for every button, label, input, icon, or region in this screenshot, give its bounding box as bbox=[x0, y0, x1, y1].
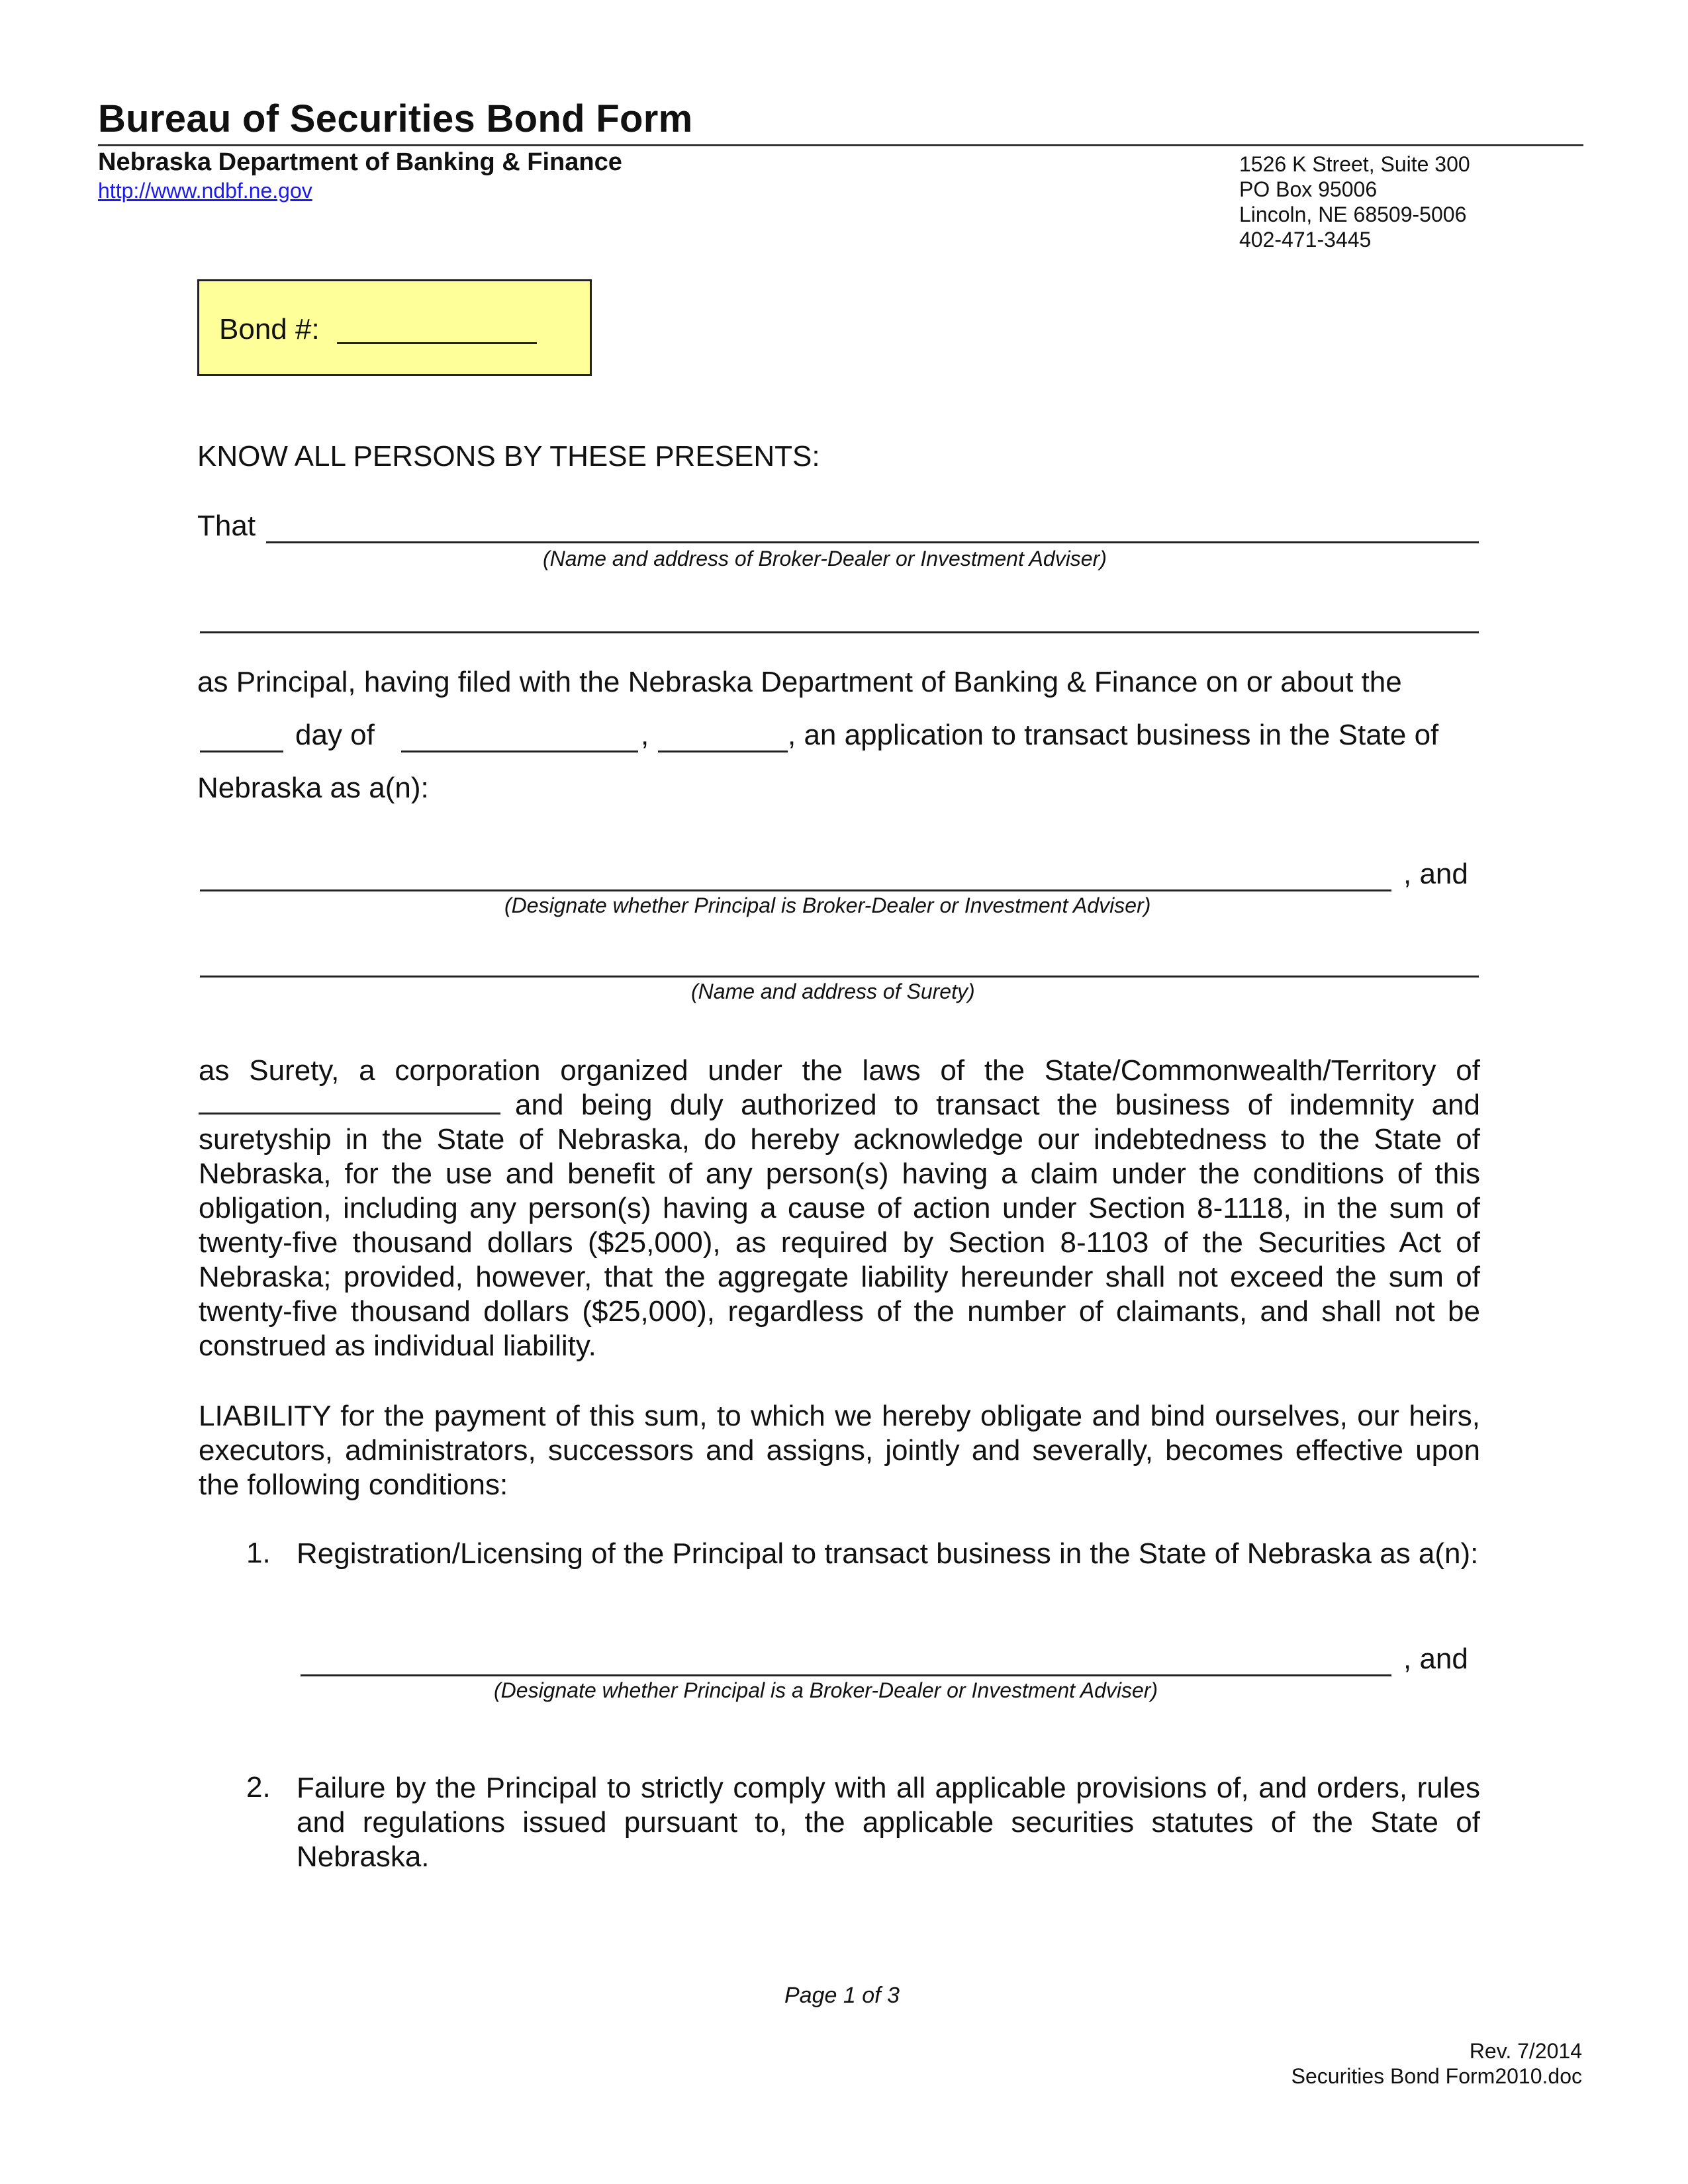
bond-number-label: Bond #: bbox=[219, 313, 320, 345]
bond-number-box bbox=[197, 279, 592, 376]
surety-paragraph-rest: and being duly authorized to transact the business of indemnity and suretyship in the State of Nebraska, do hereby acknowledge our indebtedness to the State of Nebraska, for the use and benefit of any person(s) having a claim under the conditions of this obligation, including any person(s) having a cause of action under Section 8-1118, in the sum of twenty-five thousand dollars ($25,000), as required by Section 8-1103 of the Securities Act of Nebraska; provided, however, that the aggregate liability hereunder shall not exceed the sum of twenty-five thousand dollars ($25,000), regardless of the number of claimants, and shall not be construed as individual liability. bbox=[199, 1089, 1480, 1362]
condition-text: Registration/Licensing of the Principal to transact business in the State of Nebraska as a(n): bbox=[297, 1537, 1479, 1570]
revision-info bbox=[1192, 2038, 1582, 2089]
and-text: , and bbox=[1403, 858, 1468, 890]
day-of-label: day of bbox=[295, 719, 375, 751]
condition-number: 2. bbox=[246, 1771, 271, 1803]
address-line: 1526 K Street, Suite 300 bbox=[1239, 152, 1470, 176]
filing-month-field[interactable] bbox=[401, 751, 638, 752]
principal-address-field[interactable] bbox=[200, 631, 1479, 633]
header-divider bbox=[98, 144, 1583, 146]
document-filename: Securities Bond Form2010.doc bbox=[1291, 2064, 1582, 2088]
revision-date: Rev. 7/2014 bbox=[1469, 2039, 1582, 2063]
address-line: PO Box 95006 bbox=[1239, 177, 1378, 201]
condition-principal-type-field[interactable] bbox=[301, 1674, 1391, 1676]
surety-name-field[interactable] bbox=[200, 976, 1479, 978]
filing-day-field[interactable] bbox=[200, 751, 283, 752]
page-number: Page 1 of 3 bbox=[784, 1983, 900, 2008]
that-label: That bbox=[197, 510, 256, 542]
address-line: 402-471-3445 bbox=[1239, 228, 1372, 251]
and-text: , and bbox=[1403, 1643, 1468, 1675]
address-line: Lincoln, NE 68509-5006 bbox=[1239, 203, 1467, 226]
department-address bbox=[1239, 152, 1470, 252]
principal-type-field[interactable] bbox=[200, 889, 1391, 891]
principal-type-caption: (Designate whether Principal is Broker-Dealer or Investment Adviser) bbox=[504, 893, 1151, 917]
filing-year-field[interactable] bbox=[658, 751, 788, 752]
page-title: Bureau of Securities Bond Form bbox=[98, 97, 693, 140]
as-an-label: Nebraska as a(n): bbox=[197, 772, 429, 804]
bond-number-field[interactable] bbox=[337, 342, 537, 344]
preamble: KNOW ALL PERSONS BY THESE PRESENTS: bbox=[197, 440, 820, 473]
website-link[interactable]: http://www.ndbf.ne.gov bbox=[98, 179, 312, 203]
principal-name-field[interactable] bbox=[266, 541, 1479, 543]
application-statement: , an application to transact business in the State of bbox=[788, 719, 1439, 751]
filed-statement: as Principal, having filed with the Nebraska Department of Banking & Finance on or about the bbox=[197, 666, 1402, 698]
department-name: Nebraska Department of Banking & Finance bbox=[98, 148, 622, 176]
surety-paragraph-first: as Surety, a corporation organized under the laws of the State/Commonwealth/Territory of bbox=[199, 1054, 1480, 1087]
surety-paragraph bbox=[199, 1054, 1480, 1363]
date-comma: , bbox=[641, 719, 649, 751]
principal-name-caption: (Name and address of Broker-Dealer or Investment Adviser) bbox=[543, 547, 1107, 570]
condition-number: 1. bbox=[246, 1537, 271, 1569]
surety-name-caption: (Name and address of Surety) bbox=[691, 979, 975, 1003]
condition-text: Failure by the Principal to strictly comply with all applicable provisions of, and orders, rules and regulations issued pursuant to, the applicable securities statutes of the State of Nebraska. bbox=[297, 1772, 1480, 1873]
liability-paragraph: LIABILITY for the payment of this sum, to which we hereby obligate and bind ourselves, our heirs, executors, administrators, successors and assigns, jointly and severally, becomes effective upon the following conditions: bbox=[199, 1400, 1480, 1501]
condition-principal-type-caption: (Designate whether Principal is a Broker-Dealer or Investment Adviser) bbox=[494, 1678, 1158, 1702]
surety-state-field[interactable] bbox=[199, 1090, 500, 1115]
